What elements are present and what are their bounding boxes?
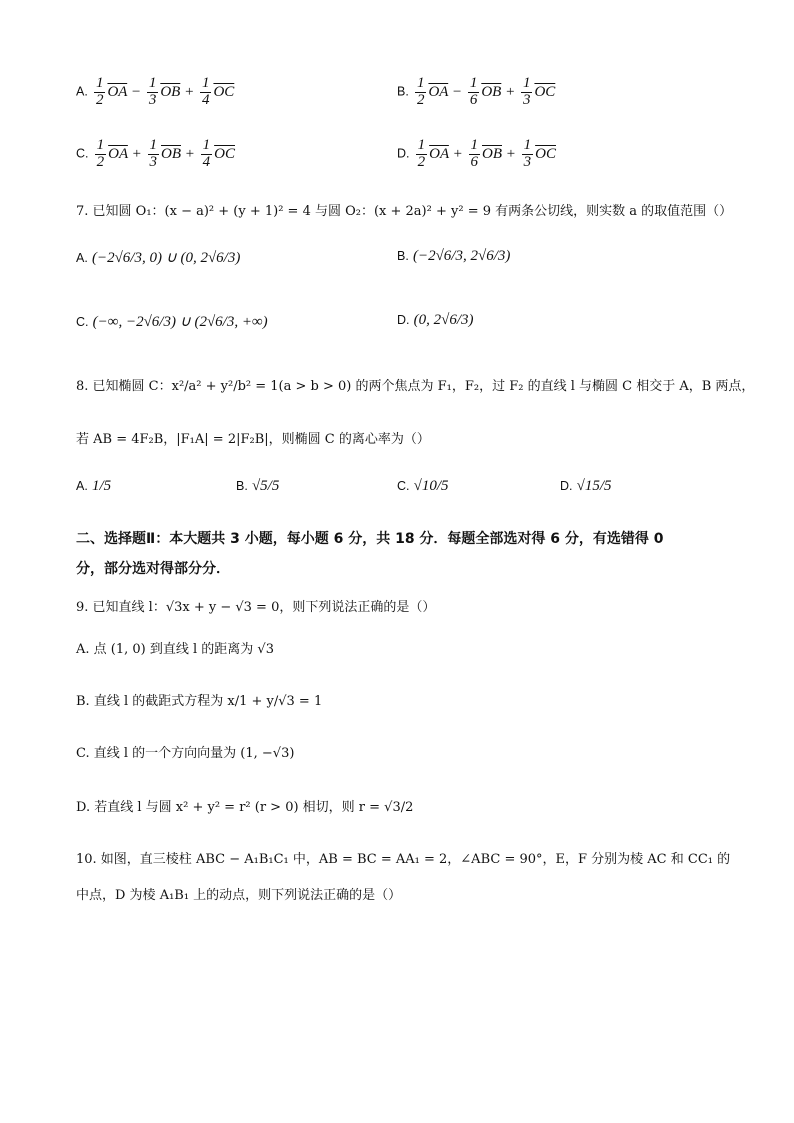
q6-option-d[interactable] (397, 138, 556, 171)
q8-option-b-expr: √5/5 (251, 478, 280, 494)
q8-stem-line1: 8. 已知椭圆 C：x²/a² + y²/b² = 1(a > b > 0) 的两个焦点为 F₁，F₂，过 F₂ 的直线 l 与椭圆 C 相交于 A，B 两点， (76, 379, 755, 394)
option-label: C. (76, 146, 89, 161)
q8-option-d[interactable] (560, 478, 612, 495)
option-label: D. (397, 146, 410, 161)
option-label: A. (76, 251, 88, 265)
option-label: D. (397, 313, 410, 327)
section-heading-line2: 分，部分选对得部分分． (76, 561, 230, 577)
q7-option-b-expr: (−2√6/3, 2√6/3) (412, 248, 511, 264)
option-label: A. (76, 84, 88, 99)
q8-option-b[interactable] (236, 478, 279, 495)
q7-option-a-expr: (−2√6/3, 0) ∪ (0, 2√6/3) (91, 250, 241, 266)
q7-option-b[interactable] (397, 248, 510, 265)
q9-option-b[interactable]: B. 直线 l 的截距式方程为 x/1 + y/√3 = 1 (76, 694, 323, 709)
q8-option-d-expr: √15/5 (576, 478, 612, 494)
q8-option-a-expr: 1/5 (91, 478, 112, 494)
q6-option-b[interactable] (397, 76, 555, 109)
q6-option-c[interactable] (76, 138, 235, 171)
option-label: B. (397, 84, 409, 99)
q9-option-a[interactable]: A. 点 (1, 0) 到直线 l 的距离为 √3 (76, 642, 274, 657)
option-label: B. (397, 249, 409, 263)
q7-stem: 7. 已知圆 O₁：(x − a)² + (y + 1)² = 4 与圆 O₂：(x + 2a)² + y² = 9 有两条公切线，则实数 a 的取值范围（） (76, 204, 733, 219)
q9-option-d[interactable]: D. 若直线 l 与圆 x² + y² = r² (r > 0) 相切，则 r = √3/2 (76, 800, 414, 815)
option-label: C. (76, 315, 89, 329)
q9-option-c[interactable]: C. 直线 l 的一个方向向量为 (1, −√3) (76, 746, 295, 761)
q10-stem-line1: 10. 如图，直三棱柱 ABC − A₁B₁C₁ 中，AB = BC = AA₁ = 2，∠ABC = 90°，E，F 分别为棱 AC 和 CC₁ 的 (76, 852, 731, 867)
q8-stem-line2: 若 AB = 4F₂B，|F₁A| = 2|F₂B|，则椭圆 C 的离心率为（） (76, 432, 430, 447)
q6-option-a-expr: $\frac{1}{2}$ $\overline{OA}$ − $\frac{1}{3}$ $\overline{OB}$ + $\frac{1}{4}$ $\overline{OC}$ (95, 75, 235, 108)
q8-option-c[interactable] (397, 478, 449, 495)
option-label: B. (236, 479, 248, 493)
option-label: A. (76, 479, 88, 493)
q9-stem: 9. 已知直线 l：√3x + y − √3 = 0，则下列说法正确的是（） (76, 600, 436, 615)
q7-option-c[interactable] (76, 312, 268, 331)
q6-option-a[interactable] (76, 76, 234, 109)
option-label: C. (397, 479, 410, 493)
section-heading-line1: 二、选择题Ⅱ：本大题共 3 小题，每小题 6 分，共 18 分．每题全部选对得 6 分，有选错得 0 (76, 531, 664, 547)
q7-option-d[interactable] (397, 312, 474, 329)
option-label: D. (560, 479, 573, 493)
q8-option-c-expr: √10/5 (413, 478, 449, 494)
q7-option-c-expr: (−∞, −2√6/3) ∪ (2√6/3, +∞) (92, 314, 268, 330)
q6-option-c-expr: $\frac{1}{2}$ $\overline{OA}$ + $\frac{1}{3}$ $\overline{OB}$ + $\frac{1}{4}$ $\overline{OC}$ (96, 137, 235, 170)
q8-option-a[interactable] (76, 478, 111, 495)
q6-option-d-expr: $\frac{1}{2}$ $\overline{OA}$ + $\frac{1}{6}$ $\overline{OB}$ + $\frac{1}{3}$ $\overline{OC}$ (417, 137, 556, 170)
q7-option-a[interactable] (76, 248, 240, 267)
q6-option-b-expr: $\frac{1}{2}$ $\overline{OA}$ − $\frac{1}{6}$ $\overline{OB}$ + $\frac{1}{3}$ $\overline{OC}$ (416, 75, 556, 108)
q10-stem-line2: 中点，D 为棱 A₁B₁ 上的动点，则下列说法正确的是（） (76, 888, 402, 903)
q7-option-d-expr: (0, 2√6/3) (413, 312, 474, 328)
